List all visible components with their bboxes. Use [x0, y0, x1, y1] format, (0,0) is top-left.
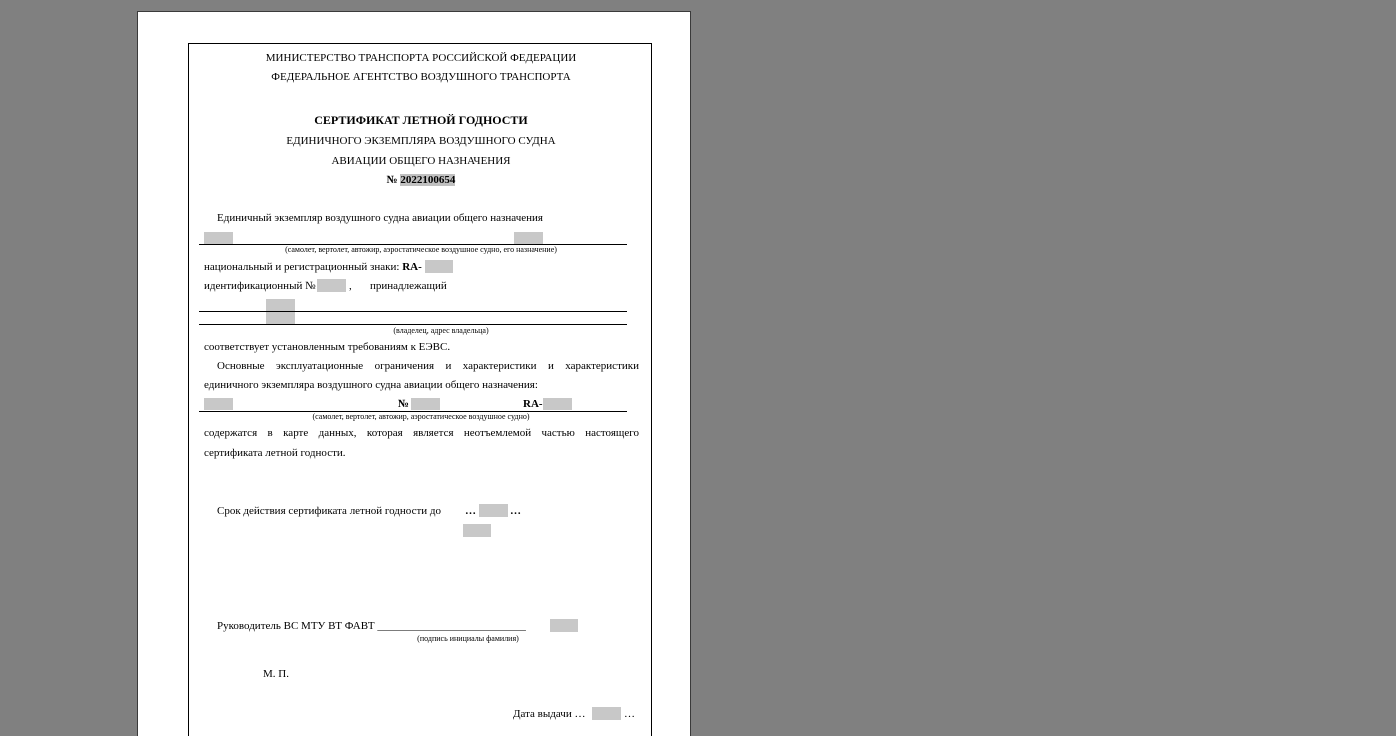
aircraft-type-field[interactable] — [204, 232, 233, 244]
signer-label: Руководитель ВС МТУ ВТ ФАВТ ___________________________ — [217, 620, 526, 632]
aircraft-type-caption: (самолет, вертолет, автожир, аэростатическое воздушное судно, его назначение) — [285, 245, 557, 254]
ident-label: идентификационный № — [204, 280, 316, 292]
conforms-text: соответствует установленным требованиям к ЕЭВС. — [204, 341, 451, 353]
aircraft-serial-field[interactable] — [411, 398, 440, 410]
validity-date-field[interactable] — [479, 504, 508, 517]
contained-line-1: содержатся в карте данных, которая является неотъемлемой частью настоящего — [204, 427, 639, 439]
signature-caption: (подпись инициалы фамилия) — [417, 634, 519, 643]
limits-line-1: Основные эксплуатационные ограничения и характеристики и характеристики — [217, 360, 639, 372]
issue-date-label: Дата выдачи … — [513, 708, 586, 720]
aircraft-kind-field[interactable] — [204, 398, 233, 410]
certificate-subtitle-2: АВИАЦИИ ОБЩЕГО НАЗНАЧЕНИЯ — [331, 155, 511, 167]
stamp-placeholder: М. П. — [263, 668, 289, 680]
issue-date-suffix: … — [624, 708, 635, 720]
validity-label: Срок действия сертификата летной годности до — [217, 505, 441, 517]
owner-rule-2 — [199, 324, 627, 325]
validity-year-field[interactable] — [463, 524, 491, 537]
agency-heading: ФЕДЕРАЛЬНОЕ АГЕНТСТВО ВОЗДУШНОГО ТРАНСПОРТА — [271, 71, 571, 83]
ident-number-field[interactable] — [317, 279, 346, 292]
ident-comma: , — [349, 280, 352, 292]
owner-caption: (владелец, адрес владельца) — [393, 326, 489, 335]
belonging-text: принадлежащий — [370, 280, 447, 292]
aircraft-number-sign: № — [398, 398, 410, 410]
reg-marks-label: национальный и регистрационный знаки: — [204, 261, 400, 273]
certificate-frame — [188, 43, 652, 736]
number-sign: № — [386, 174, 398, 186]
limits-line-2: единичного экземпляра воздушного судна авиации общего назначения: — [204, 379, 538, 391]
owner-rule-1 — [199, 311, 627, 312]
reg-marks-line — [204, 261, 422, 274]
aircraft-purpose-field[interactable] — [514, 232, 543, 244]
contained-line-2: сертификата летной годности. — [204, 447, 346, 459]
certificate-number[interactable]: 2022100654 — [400, 174, 456, 186]
reg-prefix: RA- — [402, 261, 422, 273]
signer-name-field[interactable] — [550, 619, 578, 632]
issue-date-field[interactable] — [592, 707, 621, 720]
ministry-heading: МИНИСТЕРСТВО ТРАНСПОРТА РОССИЙСКОЙ ФЕДЕРАЦИИ — [265, 52, 577, 64]
certificate-title: СЕРТИФИКАТ ЛЕТНОЙ ГОДНОСТИ — [314, 113, 528, 127]
aircraft-reg-prefix: RA- — [523, 398, 543, 410]
intro-text: Единичный экземпляр воздушного судна авиации общего назначения — [217, 212, 543, 224]
validity-ellipsis-right: … — [510, 505, 521, 517]
reg-number-field[interactable] — [425, 260, 453, 273]
aircraft-caption-2: (самолет, вертолет, автожир, аэростатическое воздушное судно) — [312, 412, 530, 421]
certificate-number-line — [189, 174, 653, 187]
certificate-subtitle-1: ЕДИНИЧНОГО ЭКЗЕМПЛЯРА ВОЗДУШНОГО СУДНА — [286, 135, 556, 147]
document-page — [137, 11, 691, 736]
aircraft-reg-field[interactable] — [543, 398, 572, 410]
validity-ellipsis-left: … — [465, 505, 476, 517]
